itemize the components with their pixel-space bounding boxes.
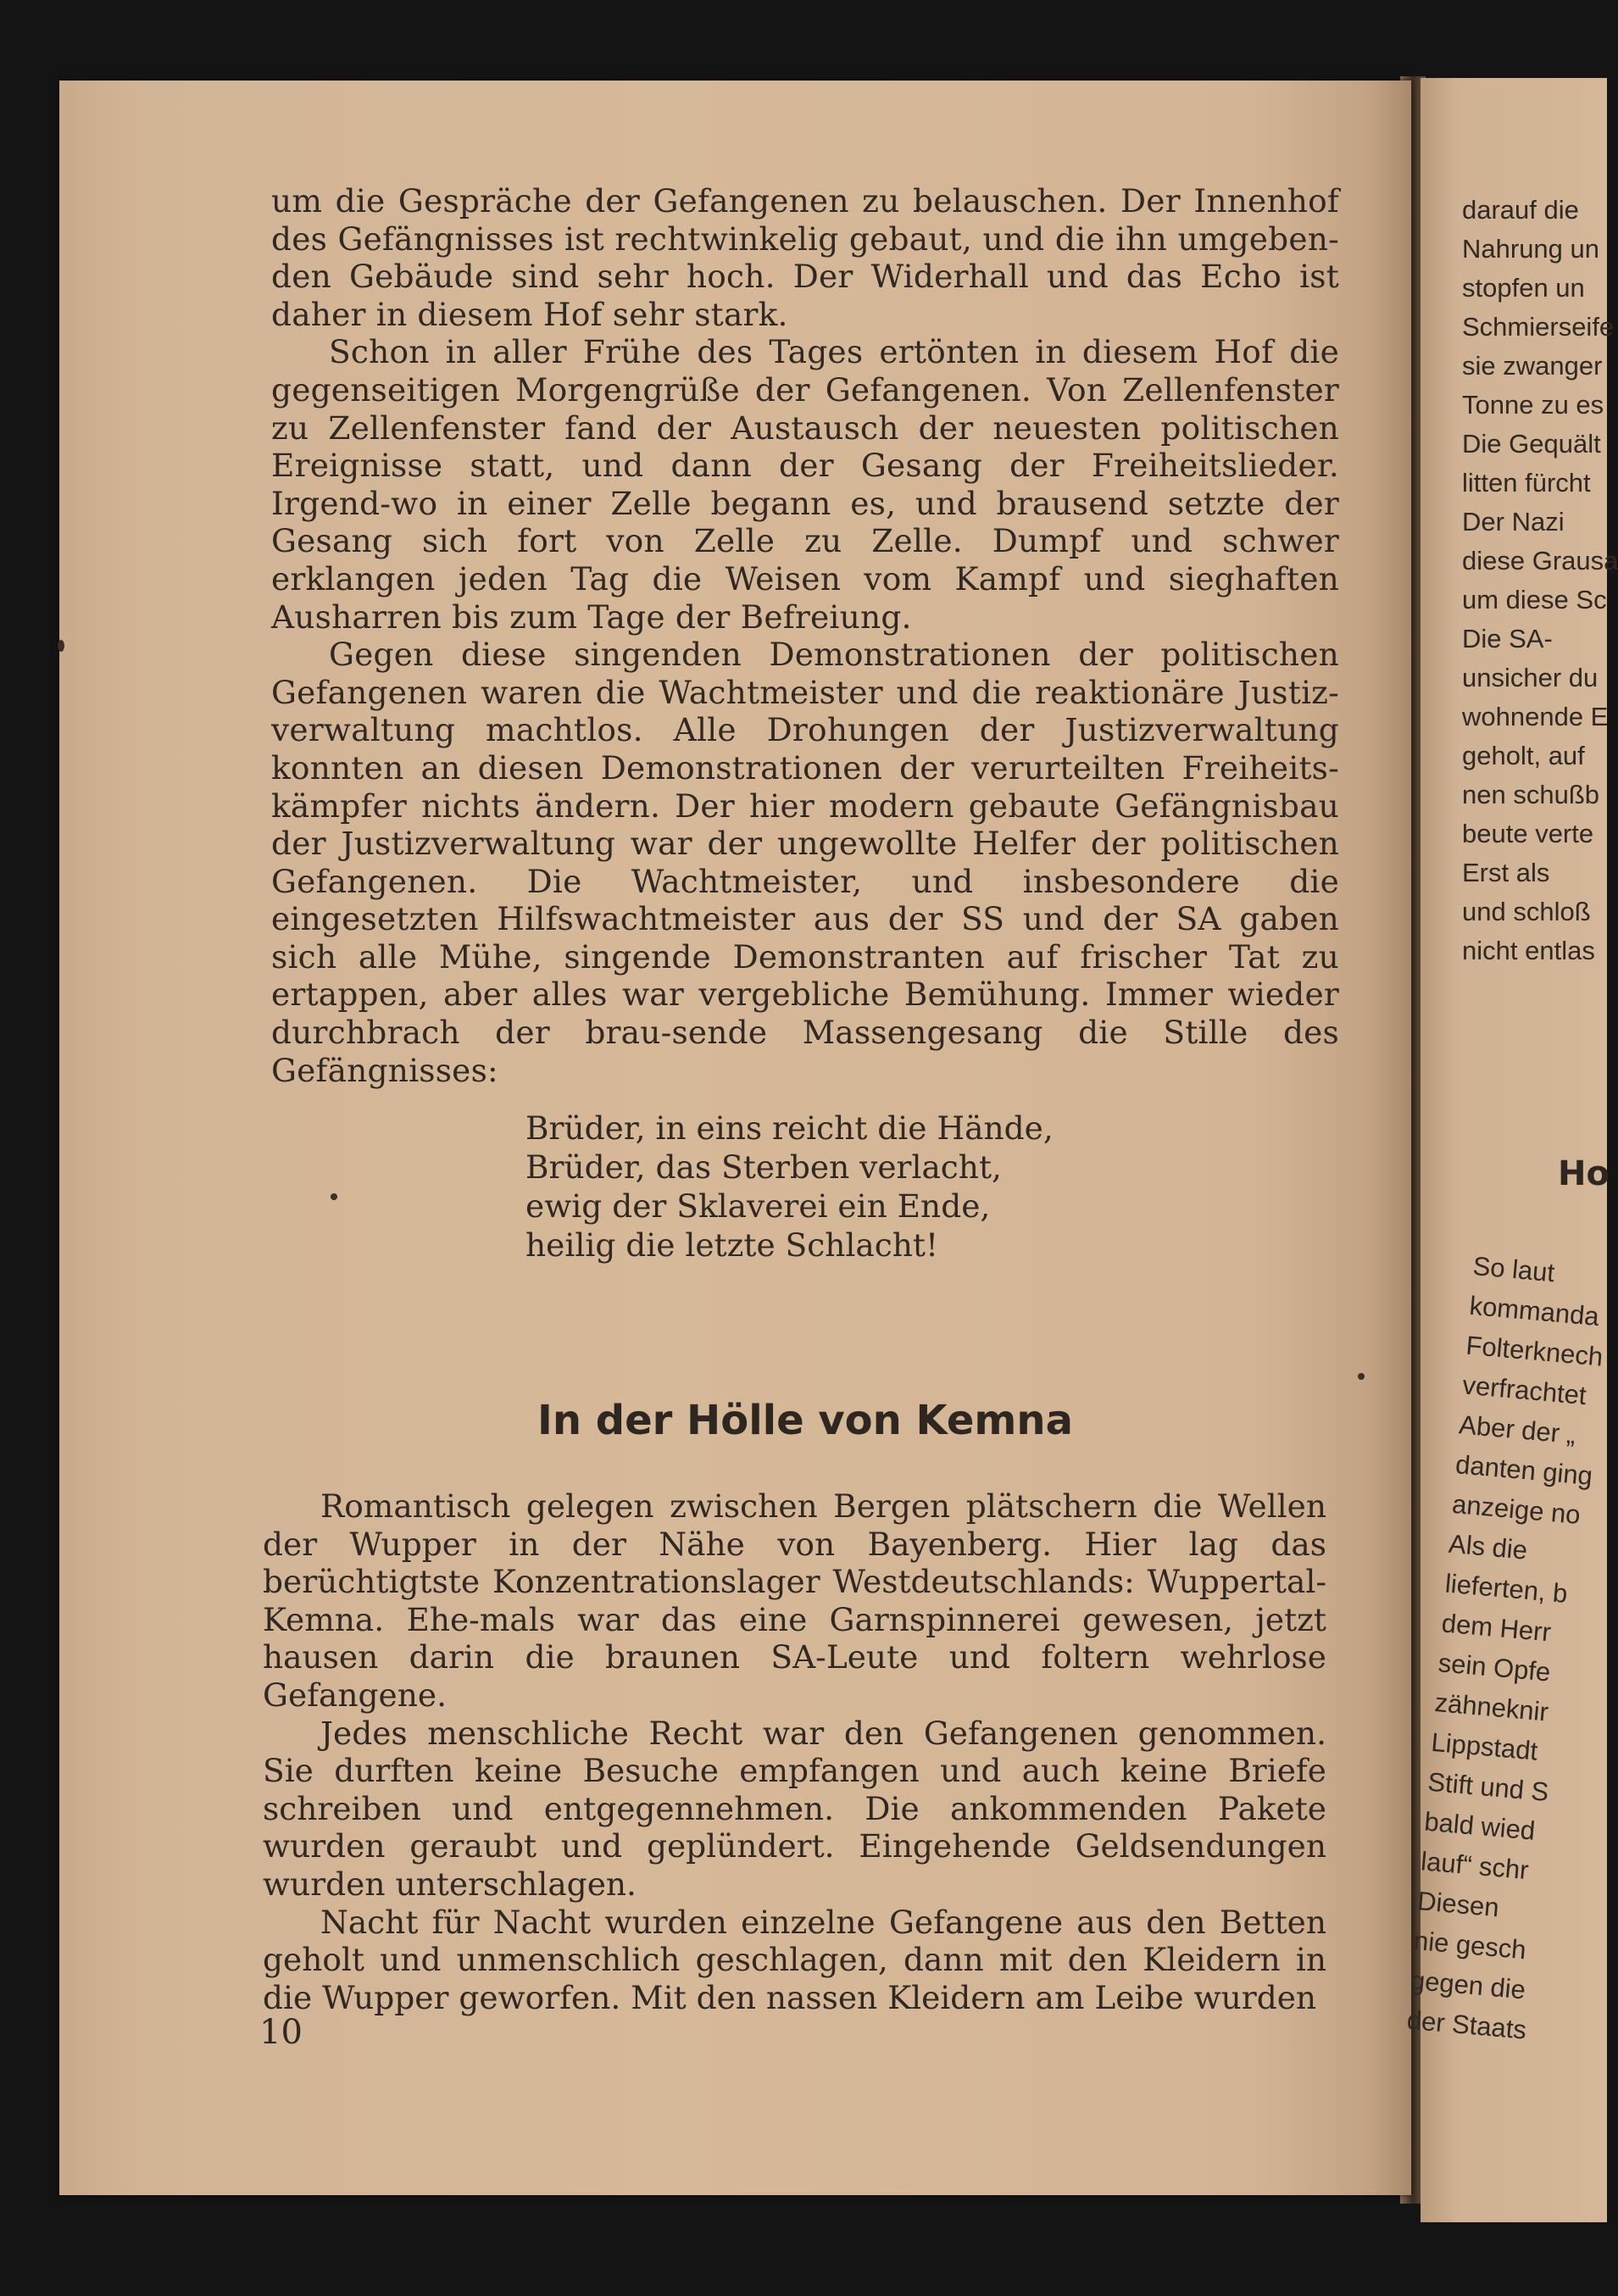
text-line: zähneknir	[1433, 1687, 1550, 1727]
poem	[525, 1109, 1054, 1265]
text-line: gegen die	[1409, 1965, 1527, 2005]
text-line: Folterknech	[1465, 1330, 1604, 1372]
paragraph: Jedes menschliche Recht war den Gefangenen genommen. Sie durften keine Besuche empfangen und auch keine Briefe schreiben und entgegennehmen. Die ankommenden Pakete wurden geraubt und geplündert. Eingehende Geldsendungen wurden unterschlagen.	[263, 1714, 1326, 1903]
text-line: nie gesch	[1412, 1925, 1528, 1965]
text-line: beute verte	[1462, 819, 1594, 848]
text-line: Die Gequält	[1462, 429, 1601, 459]
poem-line: heilig die letzte Schlacht!	[525, 1226, 939, 1264]
text-line: danten ging	[1454, 1449, 1594, 1492]
paragraph: Schon in aller Frühe des Tages ertönten in diesem Hof die gegenseitigen Morgengrüße der Gefangenen. Von Zellenfenster zu Zellenfenster fand der Austausch der neuesten politischen Ereignisse statt, und dann der Gesang der Freiheitslieder. Irgend-wo in einer Zelle begann es, und brausend setzte der Gesang sich fort von Zelle zu Zelle. Dumpf und schwer erklangen jeden Tag die Weisen vom Kampf und sieghaften Ausharren bis zum Tage der Befreiung.	[271, 333, 1339, 636]
text-line: litten fürcht	[1462, 468, 1591, 498]
page-number: 10	[259, 2013, 303, 2052]
text-line: sie zwanger	[1462, 351, 1603, 381]
paragraph: um die Gespräche der Gefangenen zu belauschen. Der Innenhof des Gefängnisses ist rechtwinkelig gebaut, und die ihn umgeben-den Gebäude sind sehr hoch. Der Widerhall und das Echo ist daher in diesem Hof sehr stark.	[271, 182, 1339, 333]
poem-line: Brüder, das Sterben verlacht,	[525, 1148, 1002, 1186]
text-line: bald wied	[1423, 1806, 1537, 1846]
text-line: dem Herr	[1440, 1608, 1553, 1648]
ink-speck	[1358, 1373, 1365, 1380]
text-line: Als die	[1447, 1528, 1529, 1565]
text-line: Diesen	[1415, 1886, 1501, 1923]
poem-line: ewig der Sklaverei ein Ende,	[525, 1187, 991, 1225]
paragraph: Romantisch gelegen zwischen Bergen plätschern die Wellen der Wupper in der Nähe von Bayenberg. Hier lag das berüchtigtste Konzentrationslager Westdeutschlands: Wuppertal-Kemna. Ehe-mals war das eine Garnspinnerei gewesen, jetzt hausen darin die braunen SA-Leute und foltern wehrlose Gefangene.	[263, 1487, 1326, 1714]
text-line: kommanda	[1468, 1290, 1601, 1332]
text-line: Der Nazi	[1462, 507, 1565, 536]
text-line: Erst als	[1462, 858, 1550, 887]
text-line: geholt, auf	[1462, 741, 1585, 770]
paragraph: Nacht für Nacht wurden einzelne Gefangene aus den Betten geholt und unmenschlich geschlagen, dann mit den Kleidern in die Wupper geworfen. Mit den nassen Kleidern am Leibe wurden	[263, 1903, 1326, 2016]
paragraph: Gegen diese singenden Demonstrationen der politischen Gefangenen waren die Wachtmeister und die reaktionäre Justiz-verwaltung machtlos. Alle Drohungen der Justizverwaltung konnten an diesen Demonstrationen der verurteilten Freiheits-kämpfer nichts ändern. Der hier modern gebaute Gefängnisbau der Justizverwaltung war der ungewollte Helfer der politischen Gefangenen. Die Wachtmeister, und insbesondere die eingesetzten Hilfswachtmeister aus der SS und der SA gaben sich alle Mühe, singende Demonstranten auf frischer Tat zu ertappen, aber alles war vergebliche Bemühung. Immer wieder durchbrach der brau-sende Massengesang die Stille des Gefängnisses:	[271, 636, 1339, 1089]
text-line: und schloß	[1462, 897, 1591, 926]
text-line: Schmierseife	[1462, 312, 1615, 342]
ink-speck	[58, 640, 64, 652]
text-line: Aber der „	[1458, 1409, 1577, 1450]
text-line: wohnende E	[1462, 702, 1609, 731]
section-heading: In der Hölle von Kemna	[537, 1397, 1073, 1444]
text-line: Tonne zu es	[1462, 390, 1604, 420]
body-text-bottom	[263, 1487, 1326, 2016]
text-line: unsicher du	[1462, 663, 1599, 692]
body-text-top	[271, 182, 1339, 1089]
text-line: der Staats	[1405, 2004, 1528, 2045]
text-line: Die SA-	[1462, 624, 1553, 653]
text-line: sein Opfe	[1437, 1648, 1552, 1687]
ink-speck	[331, 1193, 337, 1200]
text-line: lauf“ schr	[1419, 1846, 1531, 1886]
text-line: lieferten, b	[1443, 1568, 1569, 1609]
text-line: um diese Sc	[1462, 585, 1607, 614]
text-line: Nahrung un	[1462, 234, 1600, 264]
text-line: stopfen un	[1462, 273, 1585, 303]
text-line: nen schußb	[1462, 780, 1599, 809]
poem-line: Brüder, in eins reicht die Hände,	[525, 1109, 1054, 1147]
right-page-text-top	[1462, 191, 1618, 970]
text-line: verfrachtet	[1461, 1370, 1588, 1411]
text-line: So laut	[1471, 1250, 1556, 1288]
text-line: Lippstadt	[1430, 1726, 1539, 1766]
text-line: nicht entlas	[1462, 936, 1595, 965]
text-line: Stift und S	[1426, 1766, 1550, 1807]
right-page-heading: Ho	[1558, 1154, 1610, 1193]
text-line: anzeige no	[1450, 1488, 1582, 1530]
text-line: darauf die	[1462, 195, 1579, 225]
text-line: diese Grausa	[1462, 546, 1618, 575]
